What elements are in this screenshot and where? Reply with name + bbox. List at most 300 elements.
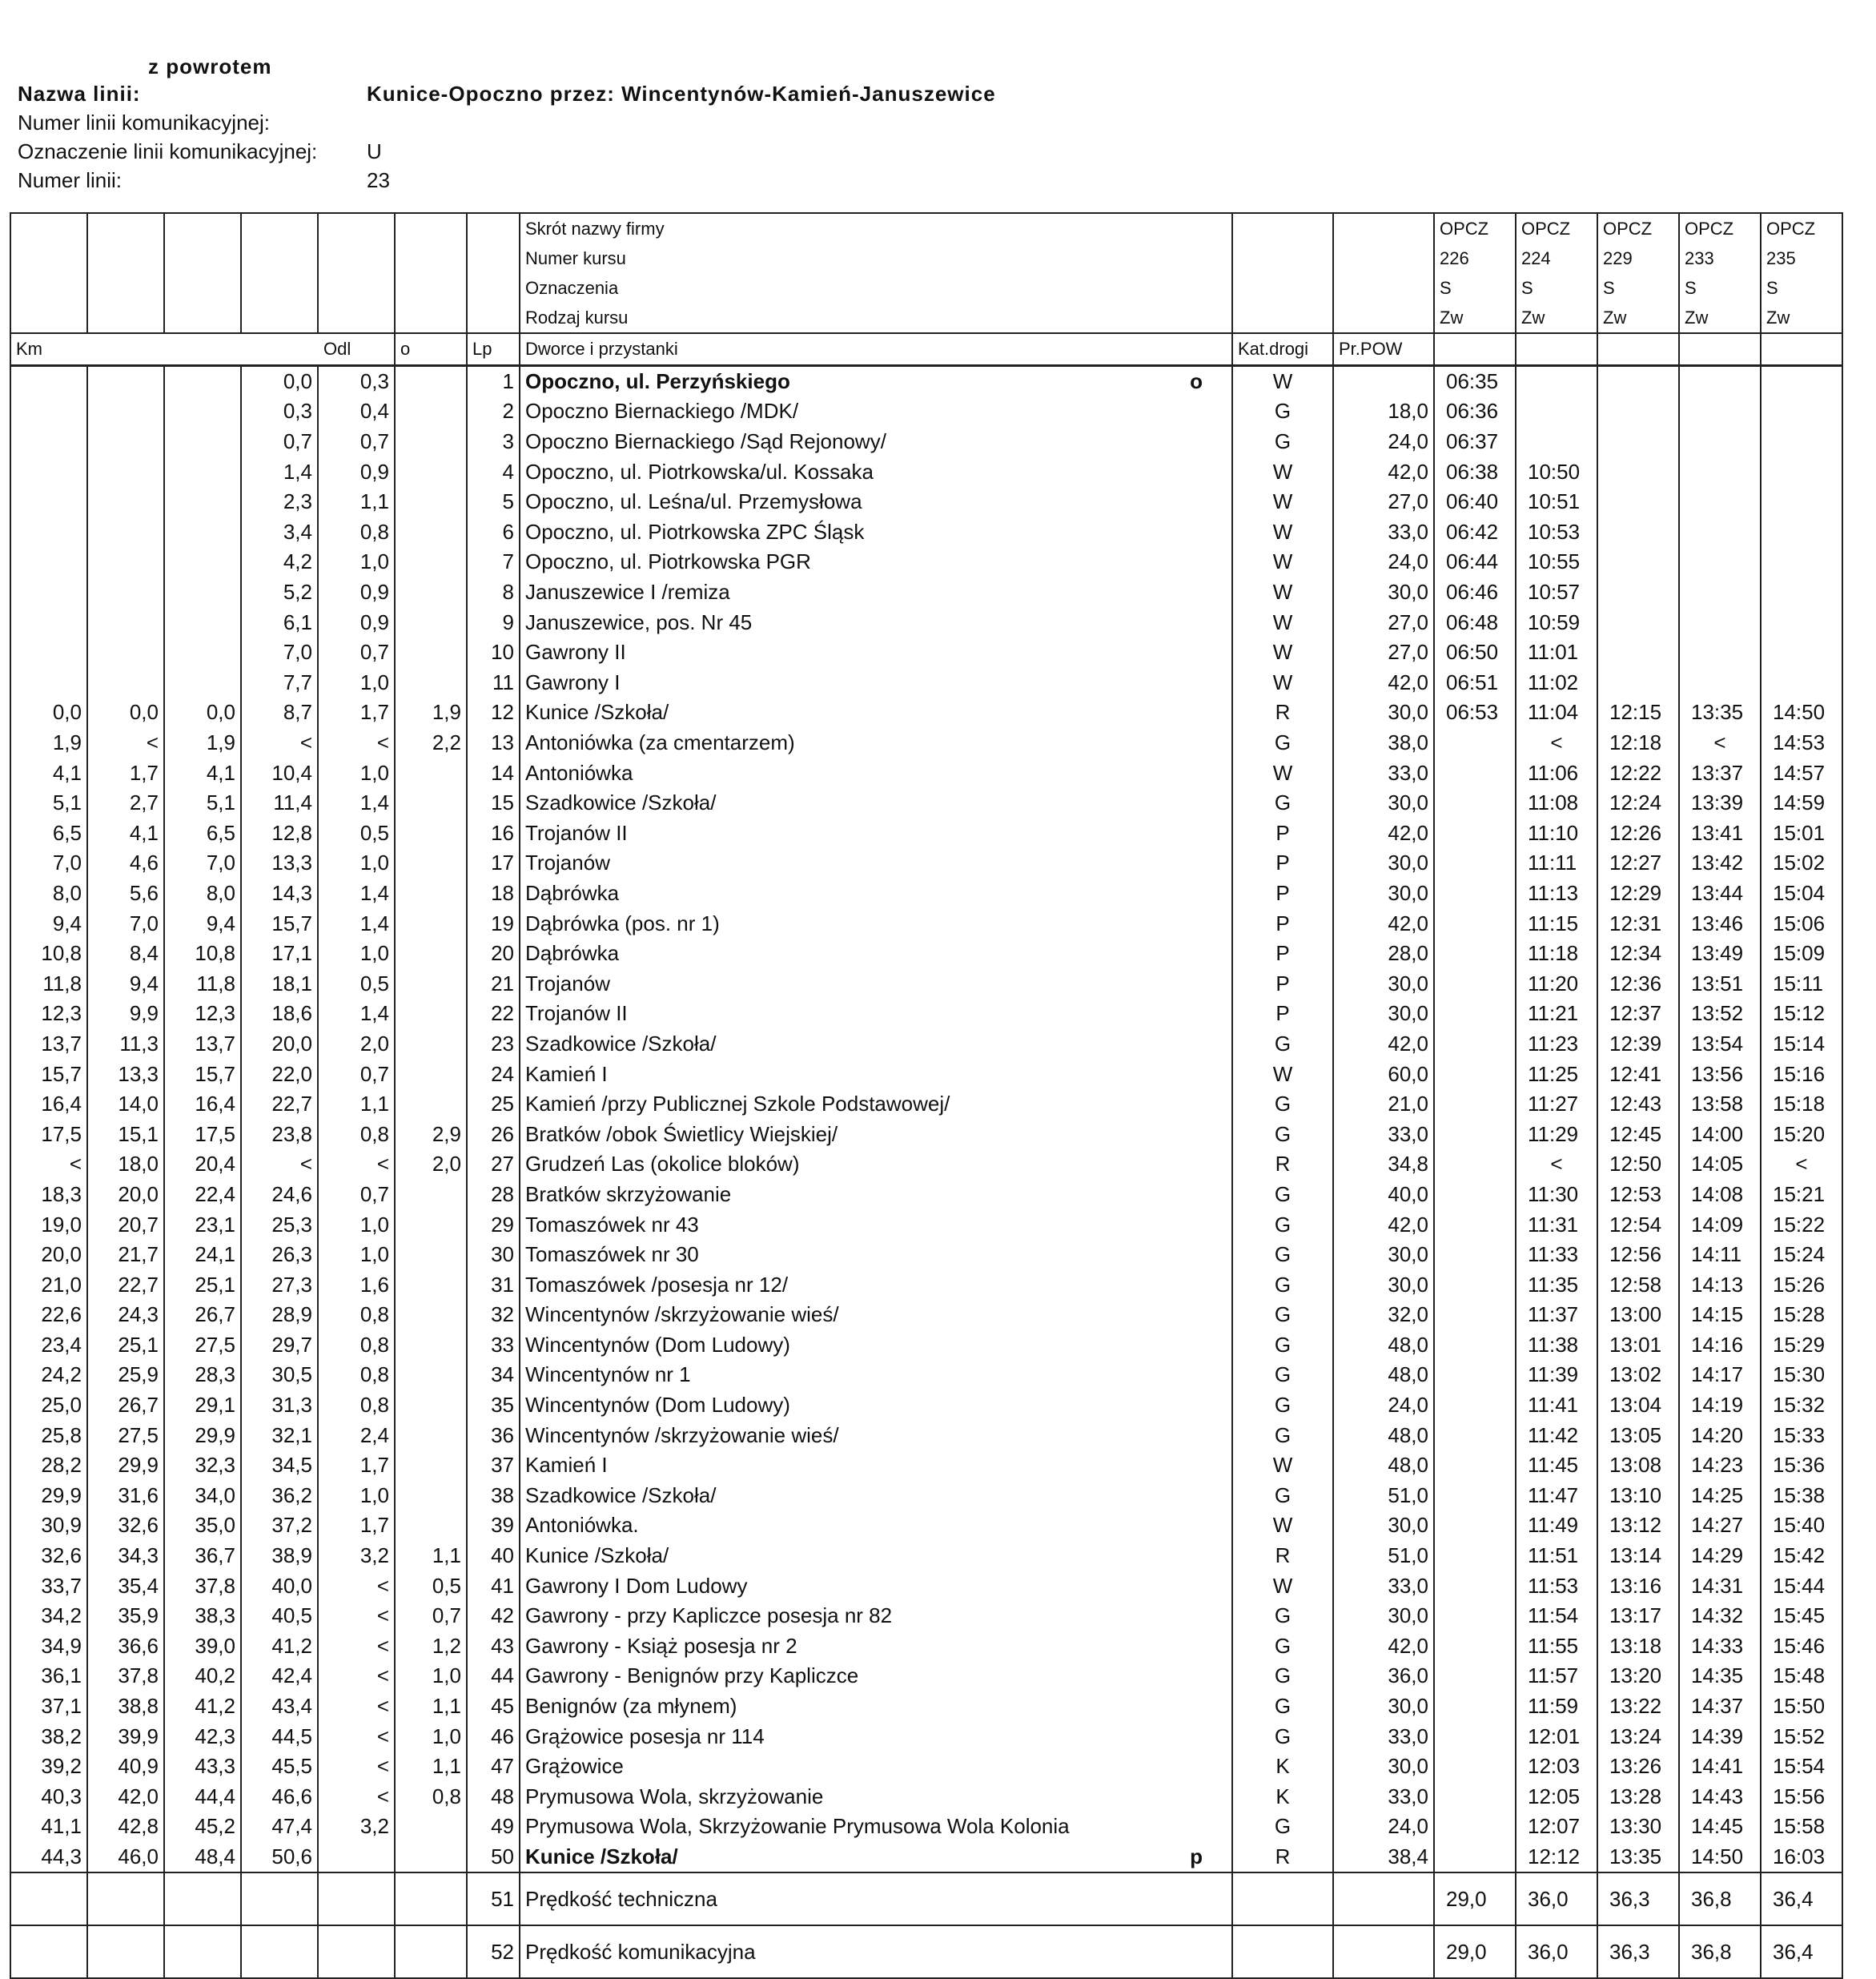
stop-name-cell bbox=[520, 848, 1232, 879]
speed-cell: 36,0 bbox=[1516, 1872, 1597, 1925]
km-cell: 48,4 bbox=[164, 1842, 241, 1873]
road-category-cell: W bbox=[1232, 758, 1333, 788]
odl-header: Odl bbox=[318, 333, 395, 365]
stop-row bbox=[10, 1661, 1842, 1691]
time-cell: 12:27 bbox=[1597, 848, 1679, 879]
lp-cell: 13 bbox=[467, 728, 520, 758]
road-category-cell: W bbox=[1232, 487, 1333, 517]
stop-row bbox=[10, 1300, 1842, 1330]
time-cell: 11:33 bbox=[1516, 1240, 1597, 1270]
stop-name-cell bbox=[520, 1842, 1232, 1873]
time-cell bbox=[1679, 607, 1761, 638]
km-cell: < bbox=[241, 728, 318, 758]
km-cell: 22,4 bbox=[164, 1180, 241, 1210]
empty-cell bbox=[318, 1872, 395, 1925]
odl-cell: 0,8 bbox=[318, 1360, 395, 1390]
km-cell: 20,7 bbox=[87, 1209, 164, 1240]
stop-name-cell bbox=[520, 758, 1232, 788]
o-cell bbox=[395, 1842, 467, 1873]
pow-cell: 42,0 bbox=[1333, 819, 1434, 849]
o-cell bbox=[395, 607, 467, 638]
km-cell: 25,1 bbox=[87, 1330, 164, 1361]
lp-cell: 9 bbox=[467, 607, 520, 638]
course-type: Zw bbox=[1597, 303, 1679, 333]
odl-cell: 3,2 bbox=[318, 1541, 395, 1571]
pow-cell: 27,0 bbox=[1333, 487, 1434, 517]
stop-row bbox=[10, 1059, 1842, 1089]
km-cell: 45,2 bbox=[164, 1812, 241, 1842]
stop-name-cell bbox=[520, 517, 1232, 548]
stop-name: Prymusowa Wola, Skrzyżowanie Prymusowa Wola Kolonia bbox=[525, 1814, 1070, 1839]
odl-cell: < bbox=[318, 1721, 395, 1752]
summary-label: Prędkość komunikacyjna bbox=[520, 1925, 1232, 1978]
time-cell bbox=[1761, 427, 1842, 457]
time-cell bbox=[1516, 396, 1597, 427]
stop-name-cell bbox=[520, 1691, 1232, 1722]
pow-cell: 30,0 bbox=[1333, 1269, 1434, 1300]
time-cell: 11:23 bbox=[1516, 1029, 1597, 1060]
time-cell: 13:00 bbox=[1597, 1300, 1679, 1330]
o-cell bbox=[395, 1812, 467, 1842]
km-cell: 1,7 bbox=[87, 758, 164, 788]
stop-name: Wincentynów /skrzyżowanie wieś/ bbox=[525, 1302, 839, 1327]
km-cell: 21,7 bbox=[87, 1240, 164, 1270]
pow-cell: 51,0 bbox=[1333, 1481, 1434, 1511]
stop-name: Bratków skrzyżowanie bbox=[525, 1181, 732, 1206]
stop-name: Tomaszówek /posesja nr 12/ bbox=[525, 1272, 789, 1297]
time-cell: 11:21 bbox=[1516, 999, 1597, 1029]
odl-cell: 0,9 bbox=[318, 607, 395, 638]
km-cell: 34,9 bbox=[10, 1631, 87, 1662]
empty-cell bbox=[318, 1925, 395, 1978]
lp-cell: 5 bbox=[467, 487, 520, 517]
road-category-cell: G bbox=[1232, 1209, 1333, 1240]
speed-cell: 36,8 bbox=[1679, 1872, 1761, 1925]
time-cell bbox=[1597, 577, 1679, 608]
road-category-cell: P bbox=[1232, 999, 1333, 1029]
road-category-cell: G bbox=[1232, 1420, 1333, 1450]
o-cell bbox=[395, 1360, 467, 1390]
time-cell bbox=[1434, 1089, 1516, 1120]
course-number: 233 bbox=[1679, 243, 1761, 273]
time-cell bbox=[1761, 577, 1842, 608]
stops-header: Dworce i przystanki bbox=[520, 333, 1232, 365]
km-cell: 40,5 bbox=[241, 1601, 318, 1631]
time-cell: 14:45 bbox=[1679, 1812, 1761, 1842]
o-cell bbox=[395, 457, 467, 487]
time-cell: 13:58 bbox=[1679, 1089, 1761, 1120]
time-cell bbox=[1434, 1601, 1516, 1631]
km-cell: 25,1 bbox=[164, 1269, 241, 1300]
lp-cell: 46 bbox=[467, 1721, 520, 1752]
stop-row bbox=[10, 1029, 1842, 1060]
pow-cell: 24,0 bbox=[1333, 1390, 1434, 1421]
road-category-cell: W bbox=[1232, 638, 1333, 668]
time-cell: 15:40 bbox=[1761, 1510, 1842, 1541]
speed-cell: 36,3 bbox=[1597, 1872, 1679, 1925]
o-cell bbox=[395, 668, 467, 698]
km-cell bbox=[87, 577, 164, 608]
road-category-cell: W bbox=[1232, 365, 1333, 396]
km-cell: 0,0 bbox=[164, 698, 241, 728]
time-cell bbox=[1434, 1029, 1516, 1060]
odl-cell: < bbox=[318, 1691, 395, 1722]
time-cell: 14:29 bbox=[1679, 1541, 1761, 1571]
pow-cell: 28,0 bbox=[1333, 939, 1434, 969]
time-cell bbox=[1679, 365, 1761, 396]
o-cell bbox=[395, 758, 467, 788]
stop-name-cell bbox=[520, 547, 1232, 577]
stop-row bbox=[10, 1601, 1842, 1631]
km-cell: 4,1 bbox=[164, 758, 241, 788]
stop-name: Opoczno, ul. Perzyńskiego bbox=[525, 368, 790, 393]
o-cell bbox=[395, 788, 467, 819]
km-cell: 3,4 bbox=[241, 517, 318, 548]
stop-name-cell bbox=[520, 1269, 1232, 1300]
lp-cell: 40 bbox=[467, 1541, 520, 1571]
pow-cell: 32,0 bbox=[1333, 1300, 1434, 1330]
stop-name: Dąbrówka bbox=[525, 880, 620, 905]
lp-cell: 41 bbox=[467, 1571, 520, 1601]
stop-name: Antoniówka. bbox=[525, 1513, 639, 1538]
stop-name: Tomaszówek nr 43 bbox=[525, 1212, 699, 1237]
stop-row bbox=[10, 1481, 1842, 1511]
time-cell: 12:29 bbox=[1597, 879, 1679, 909]
time-cell: 11:42 bbox=[1516, 1420, 1597, 1450]
odl-cell: 2,4 bbox=[318, 1420, 395, 1450]
o-cell: 1,9 bbox=[395, 698, 467, 728]
stop-name-cell bbox=[520, 1631, 1232, 1662]
line-number-label: Numer linii: bbox=[18, 168, 123, 192]
lp-cell: 50 bbox=[467, 1842, 520, 1873]
time-cell: 14:17 bbox=[1679, 1360, 1761, 1390]
lp-cell: 20 bbox=[467, 939, 520, 969]
km-cell: 36,7 bbox=[164, 1541, 241, 1571]
odl-cell: 0,4 bbox=[318, 396, 395, 427]
o-cell bbox=[395, 968, 467, 999]
time-cell bbox=[1434, 1300, 1516, 1330]
time-cell: 14:31 bbox=[1679, 1571, 1761, 1601]
time-cell bbox=[1434, 1450, 1516, 1481]
time-cell: 14:16 bbox=[1679, 1330, 1761, 1361]
km-cell: 4,1 bbox=[87, 819, 164, 849]
km-cell bbox=[164, 365, 241, 396]
road-category-cell: K bbox=[1232, 1752, 1333, 1782]
time-cell: 16:03 bbox=[1761, 1842, 1842, 1873]
km-cell bbox=[10, 365, 87, 396]
speed-cell: 36,8 bbox=[1679, 1925, 1761, 1978]
km-cell: 24,2 bbox=[10, 1360, 87, 1390]
time-cell bbox=[1597, 517, 1679, 548]
speed-cell: 36,4 bbox=[1761, 1872, 1842, 1925]
time-cell: 14:20 bbox=[1679, 1420, 1761, 1450]
road-category-cell: R bbox=[1232, 1842, 1333, 1873]
stop-name: Kunice /Szkoła/ bbox=[525, 1844, 678, 1868]
course-type: Zw bbox=[1434, 303, 1516, 333]
time-cell: 11:13 bbox=[1516, 879, 1597, 909]
o-cell bbox=[395, 517, 467, 548]
speed-cell: 36,0 bbox=[1516, 1925, 1597, 1978]
time-cell: 13:37 bbox=[1679, 758, 1761, 788]
stop-name: Gawrony - Książ posesja nr 2 bbox=[525, 1633, 797, 1658]
pow-cell: 30,0 bbox=[1333, 848, 1434, 879]
stop-name-cell bbox=[520, 1180, 1232, 1210]
km-cell: 29,1 bbox=[164, 1390, 241, 1421]
stop-row bbox=[10, 607, 1842, 638]
road-category-cell: G bbox=[1232, 1330, 1333, 1361]
odl-cell: 0,9 bbox=[318, 457, 395, 487]
odl-cell: < bbox=[318, 1631, 395, 1662]
km-cell: 9,4 bbox=[164, 908, 241, 939]
road-category-cell: W bbox=[1232, 1059, 1333, 1089]
time-cell: 11:49 bbox=[1516, 1510, 1597, 1541]
time-cell: 13:51 bbox=[1679, 968, 1761, 999]
stop-mark: p bbox=[1190, 1844, 1203, 1868]
time-cell: 06:48 bbox=[1434, 607, 1516, 638]
time-cell bbox=[1679, 668, 1761, 698]
time-cell: 14:53 bbox=[1761, 728, 1842, 758]
time-cell: 13:22 bbox=[1597, 1691, 1679, 1722]
km-cell bbox=[10, 638, 87, 668]
o-cell bbox=[395, 1481, 467, 1511]
column-header-row bbox=[10, 333, 1842, 365]
lp-cell: 52 bbox=[467, 1925, 520, 1978]
pow-cell: 30,0 bbox=[1333, 1240, 1434, 1270]
o-cell bbox=[395, 638, 467, 668]
line-name-value: Kunice-Opoczno przez: Wincentynów-Kamień-Januszewice bbox=[367, 82, 996, 106]
pow-cell: 48,0 bbox=[1333, 1330, 1434, 1361]
km-cell: 9,9 bbox=[87, 999, 164, 1029]
pow-cell: 18,0 bbox=[1333, 396, 1434, 427]
time-cell: 12:07 bbox=[1516, 1812, 1597, 1842]
km-cell: 38,2 bbox=[10, 1721, 87, 1752]
course-type-label: Rodzaj kursu bbox=[520, 303, 1232, 333]
km-cell: 43,4 bbox=[241, 1691, 318, 1722]
time-cell: 11:54 bbox=[1516, 1601, 1597, 1631]
stop-name: Dąbrówka (pos. nr 1) bbox=[525, 911, 720, 935]
time-cell: 14:11 bbox=[1679, 1240, 1761, 1270]
stop-row bbox=[10, 577, 1842, 608]
stop-name: Gawrony I bbox=[525, 670, 621, 694]
time-cell bbox=[1761, 638, 1842, 668]
time-cell bbox=[1761, 365, 1842, 396]
time-cell: 14:37 bbox=[1679, 1691, 1761, 1722]
km-cell bbox=[87, 457, 164, 487]
km-cell bbox=[87, 547, 164, 577]
stop-name: Szadkowice /Szkoła/ bbox=[525, 1482, 717, 1507]
km-cell: 5,6 bbox=[87, 879, 164, 909]
timetable-body bbox=[10, 213, 1842, 1978]
time-cell: 13:05 bbox=[1597, 1420, 1679, 1450]
stop-row bbox=[10, 1782, 1842, 1812]
km-cell: 17,1 bbox=[241, 939, 318, 969]
o-cell bbox=[395, 1269, 467, 1300]
empty-cell bbox=[1333, 1872, 1434, 1925]
km-cell: 18,6 bbox=[241, 999, 318, 1029]
time-cell: 15:54 bbox=[1761, 1752, 1842, 1782]
stop-name-cell bbox=[520, 788, 1232, 819]
pow-cell: 42,0 bbox=[1333, 457, 1434, 487]
time-cell: < bbox=[1516, 1149, 1597, 1180]
odl-cell: < bbox=[318, 1661, 395, 1691]
odl-cell: 1,7 bbox=[318, 1450, 395, 1481]
time-cell bbox=[1679, 638, 1761, 668]
pow-cell: 38,4 bbox=[1333, 1842, 1434, 1873]
time-cell: 13:16 bbox=[1597, 1571, 1679, 1601]
time-cell: 06:36 bbox=[1434, 396, 1516, 427]
road-category-cell: G bbox=[1232, 1180, 1333, 1210]
o-cell bbox=[395, 848, 467, 879]
pow-cell: 42,0 bbox=[1333, 1029, 1434, 1060]
empty-cell bbox=[1333, 1925, 1434, 1978]
stop-name-cell bbox=[520, 939, 1232, 969]
pow-cell: 42,0 bbox=[1333, 1209, 1434, 1240]
time-cell: 15:14 bbox=[1761, 1029, 1842, 1060]
time-cell: 06:53 bbox=[1434, 698, 1516, 728]
time-cell: 14:23 bbox=[1679, 1450, 1761, 1481]
time-cell: 10:55 bbox=[1516, 547, 1597, 577]
lp-cell: 6 bbox=[467, 517, 520, 548]
stop-name-cell bbox=[520, 1601, 1232, 1631]
km-cell: 4,2 bbox=[241, 547, 318, 577]
km-cell: 15,7 bbox=[164, 1059, 241, 1089]
km-cell: 30,5 bbox=[241, 1360, 318, 1390]
time-cell: 13:18 bbox=[1597, 1631, 1679, 1662]
lp-cell: 18 bbox=[467, 879, 520, 909]
stop-row bbox=[10, 758, 1842, 788]
odl-cell: 0,7 bbox=[318, 638, 395, 668]
time-cell bbox=[1434, 1240, 1516, 1270]
lp-cell: 48 bbox=[467, 1782, 520, 1812]
stop-row bbox=[10, 1842, 1842, 1873]
time-cell bbox=[1434, 1510, 1516, 1541]
km-cell: 46,0 bbox=[87, 1842, 164, 1873]
pow-cell: 48,0 bbox=[1333, 1360, 1434, 1390]
km-cell: 39,2 bbox=[10, 1752, 87, 1782]
road-category-cell: P bbox=[1232, 939, 1333, 969]
road-category-cell: W bbox=[1232, 1571, 1333, 1601]
stop-mark: o bbox=[1190, 368, 1203, 393]
km-cell: 26,3 bbox=[241, 1240, 318, 1270]
time-cell: 14:15 bbox=[1679, 1300, 1761, 1330]
km-cell: < bbox=[241, 1149, 318, 1180]
km-cell: 24,6 bbox=[241, 1180, 318, 1210]
time-cell bbox=[1434, 939, 1516, 969]
time-cell: 14:13 bbox=[1679, 1269, 1761, 1300]
km-cell: 31,3 bbox=[241, 1390, 318, 1421]
km-cell: 38,3 bbox=[164, 1601, 241, 1631]
time-cell bbox=[1597, 427, 1679, 457]
time-cell: 13:52 bbox=[1679, 999, 1761, 1029]
stop-row bbox=[10, 1631, 1842, 1662]
time-cell bbox=[1679, 396, 1761, 427]
time-cell bbox=[1434, 1059, 1516, 1089]
time-cell: 11:35 bbox=[1516, 1269, 1597, 1300]
time-cell bbox=[1434, 1571, 1516, 1601]
km-cell: 7,7 bbox=[241, 668, 318, 698]
time-cell: 13:10 bbox=[1597, 1481, 1679, 1511]
time-cell bbox=[1597, 607, 1679, 638]
speed-cell: 29,0 bbox=[1434, 1925, 1516, 1978]
time-cell: 12:18 bbox=[1597, 728, 1679, 758]
time-cell: 14:35 bbox=[1679, 1661, 1761, 1691]
km-cell: 32,6 bbox=[10, 1541, 87, 1571]
time-cell bbox=[1434, 1842, 1516, 1873]
pow-cell: 33,0 bbox=[1333, 758, 1434, 788]
road-category-cell: P bbox=[1232, 848, 1333, 879]
time-cell: 11:57 bbox=[1516, 1661, 1597, 1691]
stop-row bbox=[10, 1149, 1842, 1180]
odl-cell: 1,1 bbox=[318, 1089, 395, 1120]
km-cell: 10,8 bbox=[164, 939, 241, 969]
stop-name: Prymusowa Wola, skrzyżowanie bbox=[525, 1784, 824, 1808]
time-cell: 15:20 bbox=[1761, 1119, 1842, 1149]
stop-name-cell bbox=[520, 728, 1232, 758]
km-cell: 34,3 bbox=[87, 1541, 164, 1571]
time-cell bbox=[1434, 1782, 1516, 1812]
stop-name: Kamień I bbox=[525, 1061, 608, 1086]
time-cell bbox=[1434, 968, 1516, 999]
summary-label: Prędkość techniczna bbox=[520, 1872, 1232, 1925]
time-cell: 14:33 bbox=[1679, 1631, 1761, 1662]
time-cell: 11:25 bbox=[1516, 1059, 1597, 1089]
lp-cell: 21 bbox=[467, 968, 520, 999]
km-cell: 38,9 bbox=[241, 1541, 318, 1571]
km-cell: 14,0 bbox=[87, 1089, 164, 1120]
time-cell: < bbox=[1679, 728, 1761, 758]
lp-cell: 10 bbox=[467, 638, 520, 668]
stop-row bbox=[10, 1752, 1842, 1782]
km-cell bbox=[10, 668, 87, 698]
empty-cell bbox=[241, 1925, 318, 1978]
stop-row bbox=[10, 1420, 1842, 1450]
odl-cell: 1,4 bbox=[318, 879, 395, 909]
pow-cell: 24,0 bbox=[1333, 547, 1434, 577]
time-cell: 11:27 bbox=[1516, 1089, 1597, 1120]
header-row-marks bbox=[10, 273, 1842, 303]
km-cell: 10,4 bbox=[241, 758, 318, 788]
pow-cell: 48,0 bbox=[1333, 1450, 1434, 1481]
km-cell: 24,1 bbox=[164, 1240, 241, 1270]
time-cell: 13:08 bbox=[1597, 1450, 1679, 1481]
lp-cell: 16 bbox=[467, 819, 520, 849]
pow-cell: 33,0 bbox=[1333, 1571, 1434, 1601]
km-cell: 28,3 bbox=[164, 1360, 241, 1390]
pow-cell: 60,0 bbox=[1333, 1059, 1434, 1089]
time-cell: 06:40 bbox=[1434, 487, 1516, 517]
time-cell: 12:56 bbox=[1597, 1240, 1679, 1270]
stop-name-cell bbox=[520, 1209, 1232, 1240]
stop-name-cell bbox=[520, 1541, 1232, 1571]
time-cell: 11:29 bbox=[1516, 1119, 1597, 1149]
time-cell: 15:28 bbox=[1761, 1300, 1842, 1330]
km-cell: 8,4 bbox=[87, 939, 164, 969]
km-cell bbox=[10, 517, 87, 548]
o-cell: 0,8 bbox=[395, 1782, 467, 1812]
stop-name: Kunice /Szkoła/ bbox=[525, 1543, 669, 1568]
time-cell bbox=[1434, 1149, 1516, 1180]
km-cell: 31,6 bbox=[87, 1481, 164, 1511]
time-cell: 13:54 bbox=[1679, 1029, 1761, 1060]
time-cell bbox=[1434, 1119, 1516, 1149]
time-cell: 15:04 bbox=[1761, 879, 1842, 909]
km-cell: 34,5 bbox=[241, 1450, 318, 1481]
km-cell: 17,5 bbox=[10, 1119, 87, 1149]
stop-row bbox=[10, 457, 1842, 487]
time-cell: 13:14 bbox=[1597, 1541, 1679, 1571]
time-cell: 15:42 bbox=[1761, 1541, 1842, 1571]
road-category-cell: R bbox=[1232, 1149, 1333, 1180]
